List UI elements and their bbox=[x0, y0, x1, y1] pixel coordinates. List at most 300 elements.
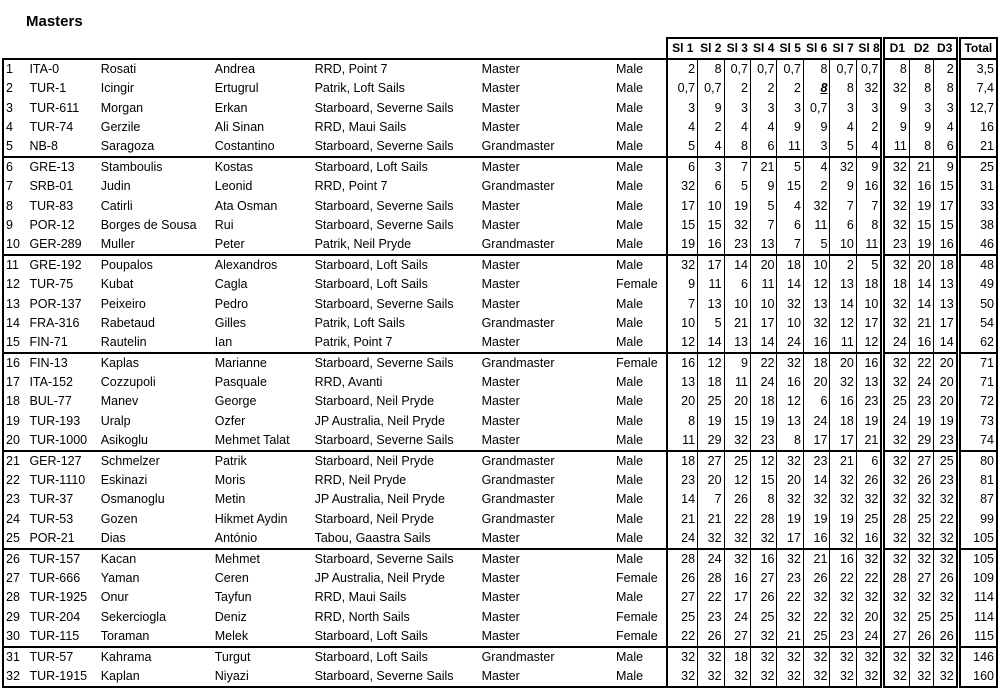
score-cell: 32 bbox=[934, 529, 958, 549]
table-row bbox=[3, 431, 997, 451]
rank-cell: 29 bbox=[3, 607, 27, 626]
first-name-cell: Ozfer bbox=[214, 413, 246, 428]
score-cell: 22 bbox=[751, 353, 777, 373]
score-cell: 20 bbox=[667, 392, 698, 411]
total-cell: 16 bbox=[958, 118, 997, 137]
score-cell: 32 bbox=[777, 353, 803, 373]
equipment-cell: Starboard, Severne Sails bbox=[313, 549, 480, 569]
score-cell: 19 bbox=[698, 412, 724, 431]
gender-cell: Female bbox=[615, 571, 658, 586]
score-cell: 22 bbox=[934, 510, 958, 529]
first-name-cell: Deniz bbox=[214, 609, 247, 624]
category-cell: Master bbox=[481, 571, 520, 586]
equipment-cell: Tabou, Gaastra Sails bbox=[314, 530, 431, 545]
category-cell: Master bbox=[480, 157, 614, 177]
score-cell: 14 bbox=[803, 471, 829, 490]
rank-cell: 17 bbox=[3, 373, 27, 392]
score-cell: 32 bbox=[883, 157, 909, 177]
score-cell: 32 bbox=[883, 216, 909, 235]
score-cell: 10 bbox=[724, 294, 750, 313]
table-row bbox=[3, 607, 997, 626]
score-cell: 21 bbox=[830, 451, 856, 471]
category-cell: Master bbox=[481, 628, 520, 643]
surname-cell: Toraman bbox=[100, 628, 150, 643]
score-cell: 10 bbox=[830, 235, 856, 255]
score-cell: 18 bbox=[751, 392, 777, 411]
score-cell: 7 bbox=[777, 235, 803, 255]
category-cell: Master bbox=[480, 549, 614, 569]
score-cell: 32 bbox=[883, 353, 909, 373]
score-cell: 28 bbox=[667, 549, 698, 569]
score-cell: 32 bbox=[830, 607, 856, 626]
score-cell: 18 bbox=[803, 353, 829, 373]
sail-number-cell: TUR-666 bbox=[29, 571, 81, 586]
score-cell: 26 bbox=[751, 588, 777, 607]
score-cell: 15 bbox=[667, 216, 698, 235]
score-cell: 16 bbox=[830, 392, 856, 411]
score-cell: 23 bbox=[698, 607, 724, 626]
sail-number-cell: TUR-37 bbox=[29, 492, 74, 507]
score-cell: 12 bbox=[830, 314, 856, 333]
sail-number-cell: GRE-192 bbox=[27, 255, 98, 275]
first-name-cell: Alexandros bbox=[213, 255, 313, 275]
score-cell: 3 bbox=[667, 99, 698, 118]
equipment-cell: JP Australia, Neil Pryde bbox=[314, 571, 445, 586]
score-cell: 9 bbox=[856, 157, 882, 177]
gender-cell: Male bbox=[615, 81, 644, 96]
score-cell: 5 bbox=[667, 137, 698, 157]
equipment-cell: RRD, Point 7 bbox=[314, 179, 388, 194]
score-cell: 4 bbox=[803, 157, 829, 177]
score-cell: 26 bbox=[909, 627, 933, 647]
equipment-cell: Starboard, Severne Sails bbox=[313, 353, 480, 373]
score-cell: 17 bbox=[934, 314, 958, 333]
score-cell: 8 bbox=[724, 137, 750, 157]
score-cell: 32 bbox=[667, 647, 698, 667]
score-cell: 32 bbox=[803, 647, 829, 667]
equipment-cell: Starboard, Neil Pryde bbox=[313, 451, 480, 471]
score-cell: 0,7 bbox=[830, 59, 856, 79]
score-cell: 32 bbox=[830, 490, 856, 509]
sail-number-cell: POR-137 bbox=[29, 296, 82, 311]
sail-number-cell: FIN-13 bbox=[27, 353, 98, 373]
total-cell: 71 bbox=[958, 353, 997, 373]
score-cell: 13 bbox=[830, 275, 856, 294]
gender-cell: Male bbox=[615, 590, 644, 605]
score-cell: 0,7 bbox=[724, 59, 750, 79]
score-cell: 12 bbox=[724, 471, 750, 490]
score-cell: 3 bbox=[724, 99, 750, 118]
score-cell: 24 bbox=[777, 333, 803, 353]
rank-cell: 4 bbox=[3, 118, 27, 137]
score-cell: 11 bbox=[777, 137, 803, 157]
score-cell: 20 bbox=[830, 353, 856, 373]
first-name-cell: Pedro bbox=[214, 296, 249, 311]
category-cell: Master bbox=[480, 59, 614, 79]
score-cell: 32 bbox=[667, 255, 698, 275]
score-cell: 28 bbox=[751, 510, 777, 529]
column-header: D1 bbox=[883, 38, 909, 59]
score-cell: 20 bbox=[803, 373, 829, 392]
surname-cell: Borges de Sousa bbox=[100, 217, 197, 232]
gender-cell: Male bbox=[615, 236, 644, 251]
first-name-cell: Leonid bbox=[214, 179, 253, 194]
score-cell: 8 bbox=[909, 59, 933, 79]
score-cell: 17 bbox=[830, 431, 856, 451]
first-name-cell: Costantino bbox=[214, 139, 275, 154]
score-cell: 19 bbox=[856, 412, 882, 431]
score-cell: 3 bbox=[698, 157, 724, 177]
rank-cell: 6 bbox=[3, 157, 27, 177]
score-cell: 14 bbox=[934, 333, 958, 353]
first-name-cell: Niyazi bbox=[213, 667, 313, 687]
score-cell: 32 bbox=[856, 588, 882, 607]
score-cell: 23 bbox=[777, 569, 803, 588]
score-cell: 32 bbox=[751, 529, 777, 549]
gender-cell: Male bbox=[615, 315, 644, 330]
score-cell: 32 bbox=[724, 431, 750, 451]
equipment-cell: Starboard, Loft Sails bbox=[313, 647, 480, 667]
score-cell: 25 bbox=[803, 627, 829, 647]
surname-cell: Kacan bbox=[99, 549, 213, 569]
score-cell: 5 bbox=[724, 177, 750, 196]
score-cell: 6 bbox=[751, 137, 777, 157]
score-cell: 24 bbox=[698, 549, 724, 569]
score-cell: 8 bbox=[777, 431, 803, 451]
total-cell: 105 bbox=[958, 549, 997, 569]
score-cell: 3 bbox=[856, 99, 882, 118]
score-cell: 32 bbox=[934, 490, 958, 509]
rank-cell: 24 bbox=[3, 510, 27, 529]
sail-number-cell: ITA-0 bbox=[27, 59, 98, 79]
score-cell: 26 bbox=[698, 627, 724, 647]
score-cell: 20 bbox=[777, 471, 803, 490]
equipment-cell: Starboard, Severne Sails bbox=[314, 198, 454, 213]
score-cell: 17 bbox=[698, 255, 724, 275]
surname-cell: Onur bbox=[100, 590, 129, 605]
table-row bbox=[3, 118, 997, 137]
table-row bbox=[3, 569, 997, 588]
equipment-cell: Starboard, Severne Sails bbox=[313, 667, 480, 687]
total-cell: 114 bbox=[958, 607, 997, 626]
rank-cell: 31 bbox=[3, 647, 27, 667]
first-name-cell: Marianne bbox=[213, 353, 313, 373]
score-cell: 24 bbox=[909, 373, 933, 392]
score-cell: 4 bbox=[724, 118, 750, 137]
score-cell: 16 bbox=[777, 373, 803, 392]
surname-cell: Uralp bbox=[100, 413, 131, 428]
score-cell: 6 bbox=[698, 177, 724, 196]
table-row bbox=[3, 333, 997, 353]
score-cell: 32 bbox=[830, 588, 856, 607]
score-cell: 15 bbox=[724, 412, 750, 431]
total-cell: 99 bbox=[958, 510, 997, 529]
category-cell: Grandmaster bbox=[481, 492, 555, 507]
score-cell: 32 bbox=[909, 667, 933, 687]
score-cell: 21 bbox=[777, 627, 803, 647]
score-cell: 27 bbox=[667, 588, 698, 607]
score-cell: 24 bbox=[751, 373, 777, 392]
table-row bbox=[3, 549, 997, 569]
first-name-cell: Kostas bbox=[213, 157, 313, 177]
score-cell: 16 bbox=[698, 235, 724, 255]
surname-cell: Stamboulis bbox=[99, 157, 213, 177]
score-cell: 25 bbox=[883, 392, 909, 411]
score-cell: 6 bbox=[803, 392, 829, 411]
surname-cell: Judin bbox=[100, 179, 131, 194]
total-cell: 114 bbox=[958, 588, 997, 607]
score-cell: 32 bbox=[777, 490, 803, 509]
surname-cell: Rosati bbox=[99, 59, 213, 79]
table-row bbox=[3, 177, 997, 196]
equipment-cell: RRD, North Sails bbox=[314, 609, 410, 624]
total-cell: 62 bbox=[958, 333, 997, 353]
sail-number-cell: POR-21 bbox=[29, 530, 75, 545]
score-cell: 5 bbox=[803, 235, 829, 255]
score-cell: 23 bbox=[751, 431, 777, 451]
score-cell: 27 bbox=[724, 627, 750, 647]
equipment-cell: Starboard, Severne Sails bbox=[314, 100, 454, 115]
score-cell: 25 bbox=[909, 607, 933, 626]
first-name-cell: George bbox=[214, 394, 257, 409]
score-cell: 21 bbox=[856, 431, 882, 451]
score-cell: 8 bbox=[909, 79, 933, 98]
first-name-cell: Cagla bbox=[214, 277, 248, 292]
score-cell: 11 bbox=[856, 235, 882, 255]
table-row bbox=[3, 529, 997, 549]
score-cell: 32 bbox=[830, 373, 856, 392]
score-cell: 18 bbox=[883, 275, 909, 294]
score-cell: 11 bbox=[803, 216, 829, 235]
score-cell: 19 bbox=[830, 510, 856, 529]
sail-number-cell: TUR-1000 bbox=[29, 432, 88, 447]
table-row bbox=[3, 137, 997, 157]
score-cell bbox=[803, 79, 829, 98]
score-cell: 2 bbox=[803, 177, 829, 196]
sail-number-cell: ITA-152 bbox=[29, 375, 73, 390]
score-cell: 11 bbox=[883, 137, 909, 157]
score-cell: 32 bbox=[909, 490, 933, 509]
score-cell: 32 bbox=[751, 647, 777, 667]
score-cell: 21 bbox=[909, 314, 933, 333]
score-cell: 32 bbox=[883, 647, 909, 667]
rank-cell: 21 bbox=[3, 451, 27, 471]
score-cell: 15 bbox=[934, 216, 958, 235]
sail-number-cell: TUR-1915 bbox=[27, 667, 98, 687]
score-cell: 12 bbox=[803, 275, 829, 294]
gender-cell: Male bbox=[615, 432, 644, 447]
rank-cell: 12 bbox=[3, 275, 27, 294]
sail-number-cell: GRE-13 bbox=[27, 157, 98, 177]
score-cell: 32 bbox=[803, 667, 829, 687]
score-cell: 32 bbox=[883, 294, 909, 313]
score-cell: 15 bbox=[751, 471, 777, 490]
total-cell: 80 bbox=[958, 451, 997, 471]
total-cell: 46 bbox=[958, 235, 997, 255]
gender-cell: Female bbox=[614, 353, 667, 373]
total-cell: 73 bbox=[958, 412, 997, 431]
score-cell: 2 bbox=[724, 79, 750, 98]
score-cell: 7 bbox=[667, 294, 698, 313]
score-cell: 32 bbox=[883, 607, 909, 626]
score-cell: 32 bbox=[777, 647, 803, 667]
equipment-cell: RRD, Avanti bbox=[314, 375, 383, 390]
table-row bbox=[3, 490, 997, 509]
score-cell: 23 bbox=[830, 627, 856, 647]
total-cell: 160 bbox=[958, 667, 997, 687]
surname-cell: Gerzile bbox=[100, 119, 141, 134]
gender-cell: Male bbox=[615, 375, 644, 390]
score-cell: 26 bbox=[803, 569, 829, 588]
gender-cell: Male bbox=[614, 549, 667, 569]
table-row bbox=[3, 392, 997, 411]
score-cell: 9 bbox=[777, 118, 803, 137]
score-cell: 32 bbox=[883, 588, 909, 607]
score-cell: 27 bbox=[751, 569, 777, 588]
total-cell: 74 bbox=[958, 431, 997, 451]
score-cell: 16 bbox=[667, 353, 698, 373]
score-cell: 10 bbox=[856, 294, 882, 313]
score-cell: 32 bbox=[883, 373, 909, 392]
equipment-cell: RRD, Point 7 bbox=[313, 59, 480, 79]
gender-cell: Male bbox=[614, 157, 667, 177]
rank-cell: 8 bbox=[3, 197, 27, 216]
sail-number-cell: NB-8 bbox=[29, 139, 58, 154]
score-cell: 26 bbox=[909, 471, 933, 490]
score-cell: 32 bbox=[883, 451, 909, 471]
sail-number-cell: POR-12 bbox=[29, 217, 75, 232]
table-row bbox=[3, 353, 997, 373]
score-cell: 14 bbox=[724, 255, 750, 275]
surname-cell: Catirli bbox=[100, 198, 133, 213]
score-cell: 26 bbox=[724, 490, 750, 509]
score-cell: 24 bbox=[803, 412, 829, 431]
rank-cell: 20 bbox=[3, 431, 27, 451]
category-cell: Master bbox=[481, 530, 520, 545]
score-cell: 23 bbox=[934, 471, 958, 490]
score-cell: 11 bbox=[751, 275, 777, 294]
surname-cell: Kaplan bbox=[99, 667, 213, 687]
score-cell: 3 bbox=[777, 99, 803, 118]
score-cell: 18 bbox=[830, 412, 856, 431]
rank-cell: 5 bbox=[3, 137, 27, 157]
sail-number-cell: TUR-75 bbox=[29, 277, 74, 292]
score-cell: 24 bbox=[883, 412, 909, 431]
score-cell: 25 bbox=[751, 607, 777, 626]
first-name-cell: Turgut bbox=[213, 647, 313, 667]
score-cell: 12 bbox=[856, 333, 882, 353]
score-cell: 9 bbox=[909, 118, 933, 137]
score-cell: 15 bbox=[698, 216, 724, 235]
equipment-cell: Starboard, Neil Pryde bbox=[314, 394, 435, 409]
score-cell: 18 bbox=[934, 255, 958, 275]
surname-cell: Kaplas bbox=[99, 353, 213, 373]
score-cell: 4 bbox=[667, 118, 698, 137]
score-cell: 19 bbox=[724, 197, 750, 216]
table-row bbox=[3, 510, 997, 529]
score-cell: 32 bbox=[777, 451, 803, 471]
score-cell: 25 bbox=[698, 392, 724, 411]
score-cell: 13 bbox=[777, 412, 803, 431]
score-cell: 32 bbox=[883, 177, 909, 196]
total-cell: 87 bbox=[958, 490, 997, 509]
score-cell: 8 bbox=[909, 137, 933, 157]
score-cell: 32 bbox=[724, 529, 750, 549]
score-cell: 0,7 bbox=[698, 79, 724, 98]
score-cell: 8 bbox=[667, 412, 698, 431]
rank-cell: 27 bbox=[3, 569, 27, 588]
total-cell: 3,5 bbox=[958, 59, 997, 79]
category-cell: Master bbox=[481, 296, 520, 311]
score-cell: 16 bbox=[803, 333, 829, 353]
gender-cell: Male bbox=[615, 511, 644, 526]
first-name-cell: Ertugrul bbox=[214, 81, 259, 96]
score-cell: 3 bbox=[803, 137, 829, 157]
score-cell: 2 bbox=[698, 118, 724, 137]
equipment-cell: Starboard, Neil Pryde bbox=[314, 511, 435, 526]
score-cell: 9 bbox=[724, 353, 750, 373]
score-cell: 4 bbox=[751, 118, 777, 137]
score-cell: 15 bbox=[777, 177, 803, 196]
equipment-cell: Starboard, Loft Sails bbox=[313, 255, 480, 275]
score-cell: 32 bbox=[934, 549, 958, 569]
sail-number-cell: BUL-77 bbox=[29, 394, 72, 409]
total-cell: 38 bbox=[958, 216, 997, 235]
gender-cell: Male bbox=[615, 100, 644, 115]
category-cell: Master bbox=[481, 119, 520, 134]
category-cell: Master bbox=[480, 667, 614, 687]
score-cell: 8 bbox=[883, 59, 909, 79]
score-cell: 23 bbox=[934, 431, 958, 451]
score-cell: 20 bbox=[751, 255, 777, 275]
surname-cell: Morgan bbox=[100, 100, 144, 115]
score-cell: 20 bbox=[698, 471, 724, 490]
equipment-cell: RRD, Maui Sails bbox=[314, 119, 407, 134]
score-cell: 16 bbox=[803, 529, 829, 549]
gender-cell: Female bbox=[615, 628, 658, 643]
score-cell: 10 bbox=[803, 255, 829, 275]
equipment-cell: Starboard, Severne Sails bbox=[314, 296, 454, 311]
gender-cell: Male bbox=[615, 296, 644, 311]
rank-cell: 23 bbox=[3, 490, 27, 509]
score-cell: 6 bbox=[667, 157, 698, 177]
category-cell: Master bbox=[481, 198, 520, 213]
table-row bbox=[3, 314, 997, 333]
score-cell: 4 bbox=[698, 137, 724, 157]
score-cell: 6 bbox=[856, 451, 882, 471]
score-cell: 10 bbox=[698, 197, 724, 216]
category-cell: Grandmaster bbox=[481, 473, 555, 488]
score-cell: 19 bbox=[909, 412, 933, 431]
score-cell: 17 bbox=[751, 314, 777, 333]
score-cell: 18 bbox=[724, 647, 750, 667]
column-header: Total bbox=[958, 38, 997, 59]
category-cell: Master bbox=[481, 100, 520, 115]
category-cell: Grandmaster bbox=[481, 236, 555, 251]
total-cell: 49 bbox=[958, 275, 997, 294]
score-cell: 32 bbox=[830, 667, 856, 687]
table-row bbox=[3, 471, 997, 490]
score-cell: 2 bbox=[934, 59, 958, 79]
score-cell: 32 bbox=[883, 529, 909, 549]
score-cell: 29 bbox=[909, 431, 933, 451]
total-cell: 21 bbox=[958, 137, 997, 157]
first-name-cell: Tayfun bbox=[214, 590, 252, 605]
score-cell: 9 bbox=[934, 157, 958, 177]
score-cell: 8 bbox=[698, 59, 724, 79]
category-cell: Master bbox=[481, 432, 520, 447]
score-cell: 32 bbox=[883, 314, 909, 333]
